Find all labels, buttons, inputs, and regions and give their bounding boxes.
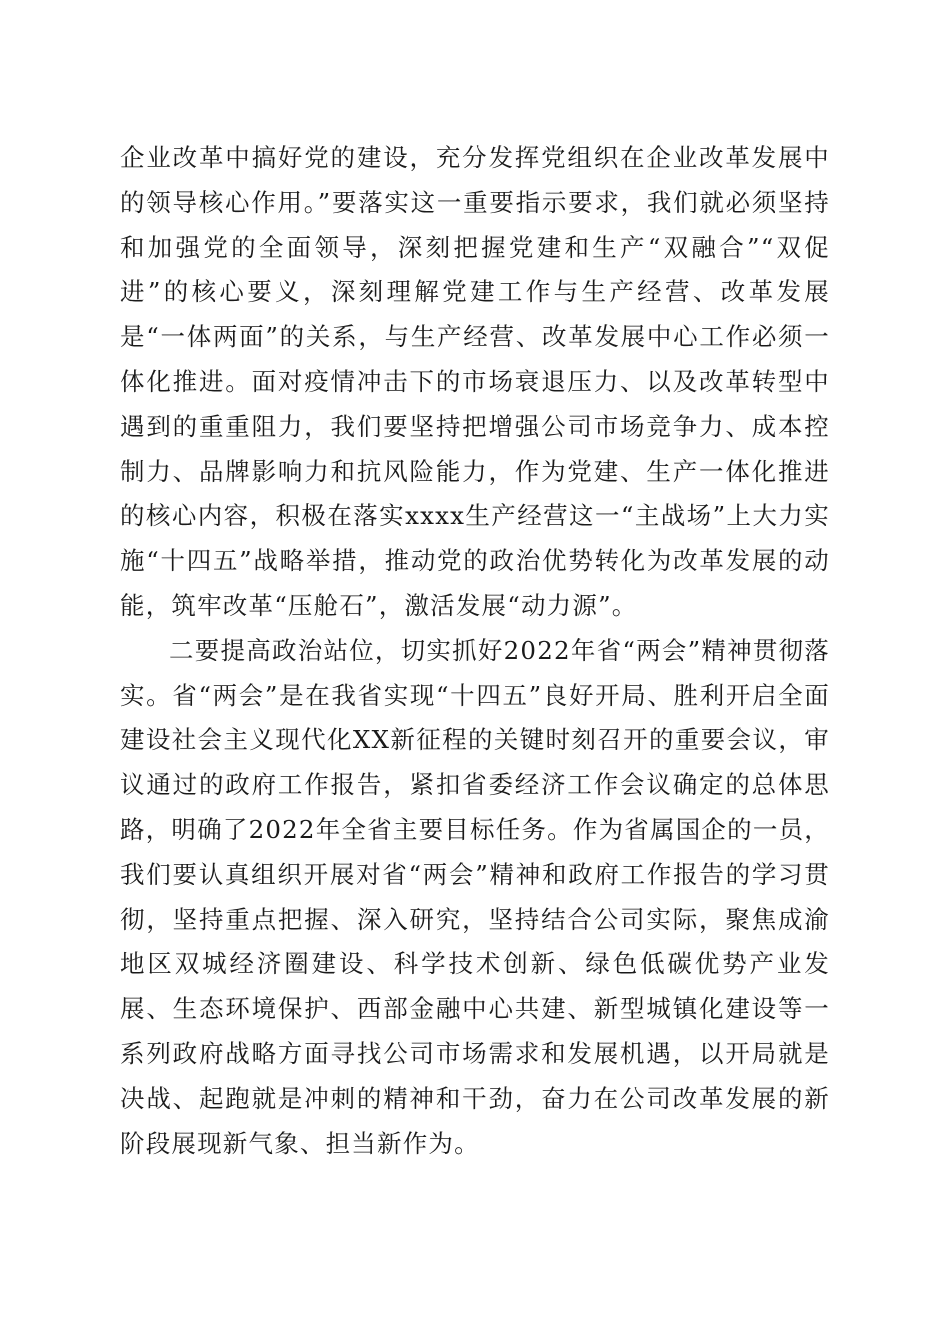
document-body [120, 136, 830, 1166]
paragraph-continuation: 企业改革中搞好党的建设，充分发挥党组织在企业改革发展中的领导核心作用。”要落实这一重要指示要求，我们就必须坚持和加强党的全面领导，深刻把握党建和生产“双融合”“双促进”的核心要义，深刻理解党建工作与生产经营、改革发展是“一体两面”的关系，与生产经营、改革发展中心工作必须一体化推进。面对疫情冲击下的市场衰退压力、以及改革转型中遇到的重重阻力，我们要坚持把增强公司市场竞争力、成本控制力、品牌影响力和抗风险能力，作为党建、生产一体化推进的核心内容，积极在落实xxxx生产经营这一“主战场”上大力实施“十四五”战略举措，推动党的政治优势转化为改革发展的动能，筑牢改革“压舱石”，激活发展“动力源”。 [120, 143, 830, 620]
paragraph-two: 二要提高政治站位，切实抓好2022年省“两会”精神贯彻落实。省“两会”是在我省实现“十四五”良好开局、胜利开启全面建设社会主义现代化XX新征程的关键时刻召开的重要会议，审议通过的政府工作报告，紧扣省委经济工作会议确定的总体思路，明确了2022年全省主要目标任务。作为省属国企的一员，我们要认真组织开展对省“两会”精神和政府工作报告的学习贯彻，坚持重点把握、深入研究，坚持结合公司实际，聚焦成渝地区双城经济圈建设、科学技术创新、绿色低碳优势产业发展、生态环境保护、西部金融中心共建、新型城镇化建设等一系列政府战略方面寻找公司市场需求和发展机遇，以开局就是决战、起跑就是冲刺的精神和干劲，奋力在公司改革发展的新阶段展现新气象、担当新作为。 [120, 635, 830, 1158]
